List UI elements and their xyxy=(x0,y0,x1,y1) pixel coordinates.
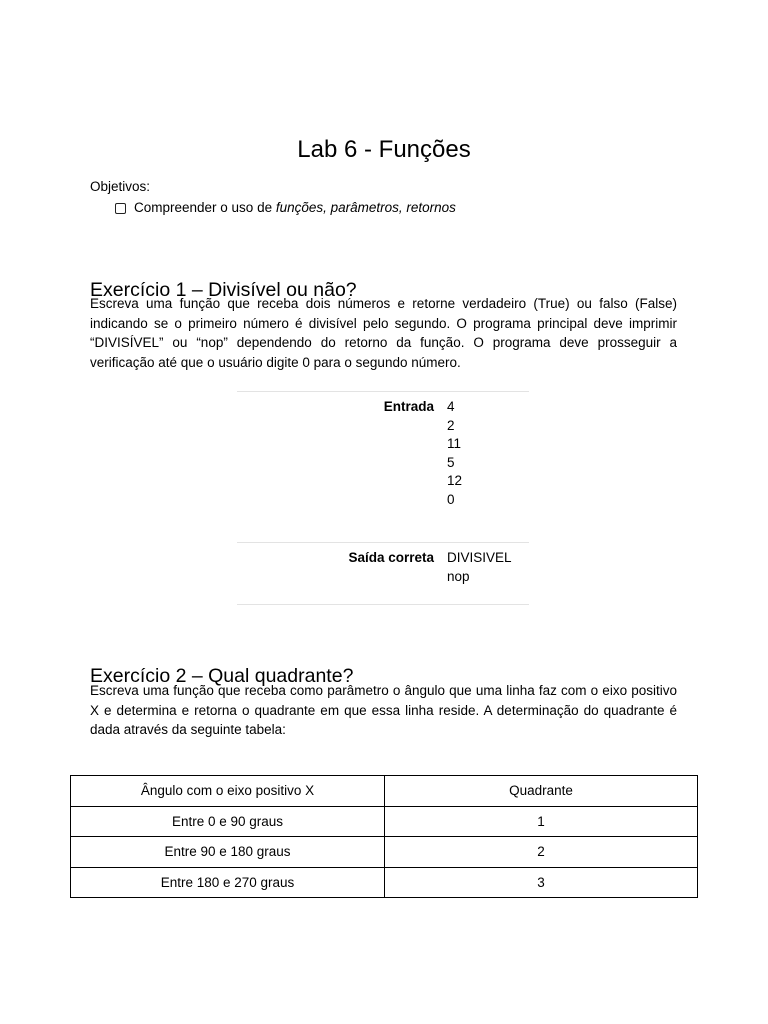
table-header-row xyxy=(71,776,698,807)
output-value: nop xyxy=(447,568,470,584)
output-values xyxy=(447,549,512,586)
table-cell: Entre 180 e 270 graus xyxy=(71,867,385,898)
exercise-2-heading: Exercício 2 – Qual quadrante? xyxy=(90,665,354,688)
table-cell: 2 xyxy=(385,837,698,868)
page-title: Lab 6 - Funções xyxy=(297,136,471,164)
input-value: 11 xyxy=(447,436,462,451)
table-header-cell: Quadrante xyxy=(385,776,698,807)
table-cell: 1 xyxy=(385,806,698,837)
input-value: 12 xyxy=(447,473,463,488)
table-row xyxy=(71,837,698,868)
objective-text xyxy=(134,200,456,216)
table-row xyxy=(71,867,698,898)
exercise-2-text: Escreva uma função que receba como parâmetro o ângulo que uma linha faz com o eixo positivo X e determina e retorna o quadrante em que essa linha reside. A determinação do quadrante é dada através da seguinte tabela: xyxy=(90,683,677,737)
objectives-label: Objetivos: xyxy=(90,179,151,194)
output-value: DIVISIVEL xyxy=(447,550,512,565)
checkbox-icon[interactable] xyxy=(115,203,126,214)
quadrant-table xyxy=(70,775,698,898)
input-label: Entrada xyxy=(383,399,434,414)
table-cell: Entre 90 e 180 graus xyxy=(71,837,385,868)
objective-item xyxy=(115,200,456,216)
input-value: 0 xyxy=(447,491,455,507)
output-label: Saída correta xyxy=(348,550,434,565)
io-divider-bottom xyxy=(237,604,529,605)
table-row xyxy=(71,806,698,837)
io-divider-top xyxy=(237,391,529,392)
objective-prefix: Compreender o uso de xyxy=(134,200,276,215)
table-header-cell: Ângulo com o eixo positivo X xyxy=(71,776,385,807)
io-divider-middle xyxy=(237,542,529,543)
table-cell: Entre 0 e 90 graus xyxy=(71,806,385,837)
input-value: 2 xyxy=(447,417,455,433)
exercise-1-heading: Exercício 1 – Divisível ou não? xyxy=(90,279,357,302)
exercise-1-text: Escreva uma função que receba dois números e retorne verdadeiro (True) ou falso (False) indicando se o primeiro número é divisível pelo segundo. O programa principal deve imprimir “DIVISÍVEL” ou “nop” dependendo do retorno da função. O programa deve prosseguir a verificação até que o usuário digite 0 para o segundo número. xyxy=(90,296,677,370)
objective-emphasis: funções, parâmetros, retornos xyxy=(275,200,456,215)
input-value: 4 xyxy=(447,399,455,414)
input-values xyxy=(447,398,462,509)
table-cell: 3 xyxy=(385,867,698,898)
input-value: 5 xyxy=(447,454,455,470)
